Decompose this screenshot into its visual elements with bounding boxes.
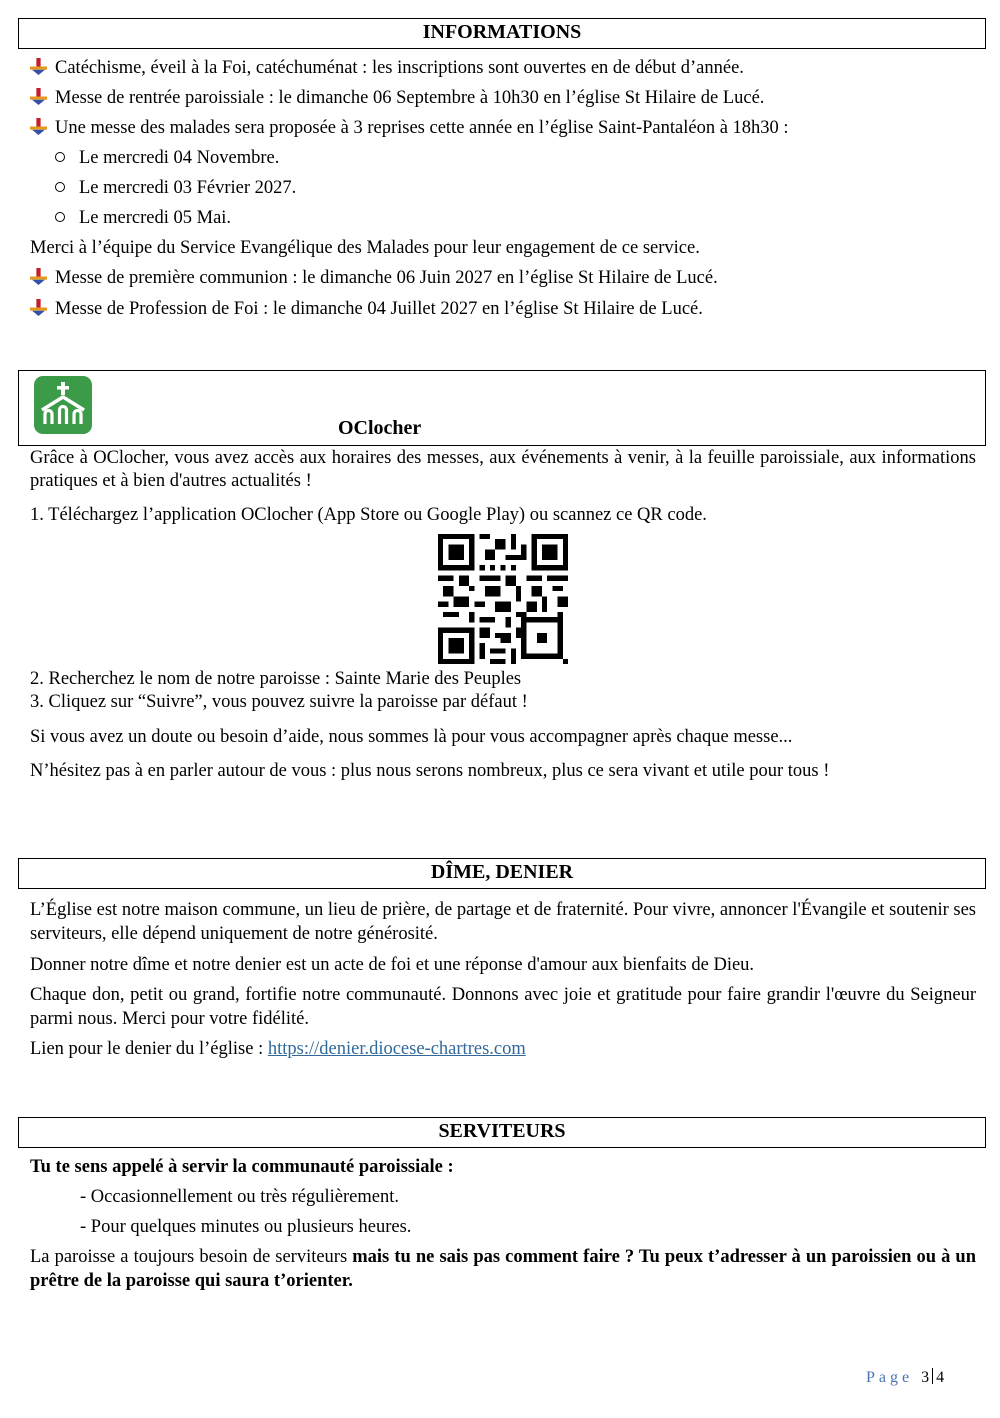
oclocher-step-2: 2. Recherchez le nom de notre paroisse : Sainte Marie des Peuples (30, 669, 522, 689)
arrow-bullet-icon (30, 58, 47, 75)
qr-code (438, 534, 568, 664)
serviteurs-closing-bold: mais tu ne sais pas comment faire ? Tu peux t’adresser à un paroissien ou à un prêtre de la paroisse qui saura t’orienter. (30, 1247, 976, 1291)
info-bullet-text: Messe de Profession de Foi : le dimanche 04 Juillet 2027 en l’église St Hilaire de Lucé. (55, 299, 703, 319)
date-text: Le mercredi 04 Novembre. (79, 148, 280, 168)
serviteurs-item-2: - Pour quelques minutes ou plusieurs heures. (80, 1217, 412, 1237)
oclocher-help: Si vous avez un doute ou besoin d’aide, nous sommes là pour vous accompagner après chaque messe... (30, 727, 793, 747)
arrow-bullet-icon (30, 299, 47, 316)
oclocher-intro: Grâce à OClocher, vous avez accès aux horaires des messes, aux événements à venir, à la feuille paroissiale, aux informations pratiques et à bien d'autres actualités ! (30, 448, 976, 491)
serviteurs-closing (30, 1245, 976, 1293)
arrow-bullet-icon (30, 268, 47, 285)
info-bullet-1 (30, 56, 744, 80)
oclocher-header (18, 370, 986, 446)
page-footer (866, 1366, 944, 1390)
info-bullet-text: Messe de rentrée paroissiale : le dimanche 06 Septembre à 10h30 en l’église St Hilaire de Lucé. (55, 88, 765, 108)
arrow-bullet-icon (30, 88, 47, 105)
date-text: Le mercredi 05 Mai. (79, 208, 232, 228)
denier-link[interactable]: https://denier.diocese-chartres.com (267, 1039, 526, 1059)
church-app-icon (34, 376, 92, 434)
dime-link-line (30, 1037, 526, 1061)
dime-header: DÎME, DENIER (18, 858, 986, 889)
circle-bullet-icon (55, 182, 65, 192)
oclocher-step-1: 1. Téléchargez l’application OClocher (App Store ou Google Play) ou scannez ce QR code. (30, 505, 707, 525)
serviteurs-item-1: - Occasionnellement ou très régulièrement. (80, 1187, 399, 1207)
page-word: Page (866, 1369, 914, 1386)
oclocher-step-3: 3. Cliquez sur “Suivre”, vous pouvez suivre la paroisse par défaut ! (30, 692, 528, 712)
page-separator (932, 1368, 933, 1384)
page-total: 4 (936, 1369, 945, 1386)
circle-bullet-icon (55, 152, 65, 162)
oclocher-title: OClocher (338, 417, 422, 439)
dime-paragraph-1: L’Église est notre maison commune, un lieu de prière, de partage et de fraternité. Pour vivre, annoncer l'Évangile et soutenir ses serviteurs, elle dépend uniquement de notre générosité. (30, 900, 976, 944)
date-text: Le mercredi 03 Février 2027. (79, 178, 297, 198)
date-item-2 (55, 176, 296, 200)
informations-header: INFORMATIONS (18, 18, 986, 49)
dime-paragraph-3: Chaque don, petit ou grand, fortifie notre communauté. Donnons avec joie et gratitude pour faire grandir l'œuvre du Seigneur parmi nous. Merci pour votre fidélité. (30, 985, 976, 1029)
dime-paragraph-2: Donner notre dîme et notre denier est un acte de foi et une réponse d'amour aux bienfaits de Dieu. (30, 955, 755, 975)
thanks-text: Merci à l’équipe du Service Evangélique des Malades pour leur engagement de ce service. (30, 238, 700, 258)
page-number: 3 (921, 1369, 930, 1386)
dime-link-label: Lien pour le denier du l’église : (30, 1039, 268, 1059)
info-bullet-text: Une messe des malades sera proposée à 3 reprises cette année en l’église Saint-Pantaléon à 18h30 : (55, 118, 789, 138)
info-bullet-text: Catéchisme, éveil à la Foi, catéchuménat : les inscriptions sont ouvertes en de début d’année. (55, 58, 744, 78)
info-bullet-5 (30, 297, 703, 321)
date-item-1 (55, 146, 279, 170)
serviteurs-lead: Tu te sens appelé à servir la communauté paroissiale : (30, 1157, 454, 1177)
info-bullet-4 (30, 266, 718, 290)
serviteurs-header: SERVITEURS (18, 1117, 986, 1148)
arrow-bullet-icon (30, 118, 47, 135)
info-bullet-3 (30, 116, 789, 140)
info-bullet-text: Messe de première communion : le dimanche 06 Juin 2027 en l’église St Hilaire de Lucé. (55, 268, 718, 288)
oclocher-share: N’hésitez pas à en parler autour de vous : plus nous serons nombreux, plus ce sera vivant et utile pour tous ! (30, 761, 830, 781)
info-bullet-2 (30, 86, 764, 110)
serviteurs-closing-plain: La paroisse a toujours besoin de serviteurs (30, 1247, 353, 1267)
circle-bullet-icon (55, 212, 65, 222)
date-item-3 (55, 206, 231, 230)
